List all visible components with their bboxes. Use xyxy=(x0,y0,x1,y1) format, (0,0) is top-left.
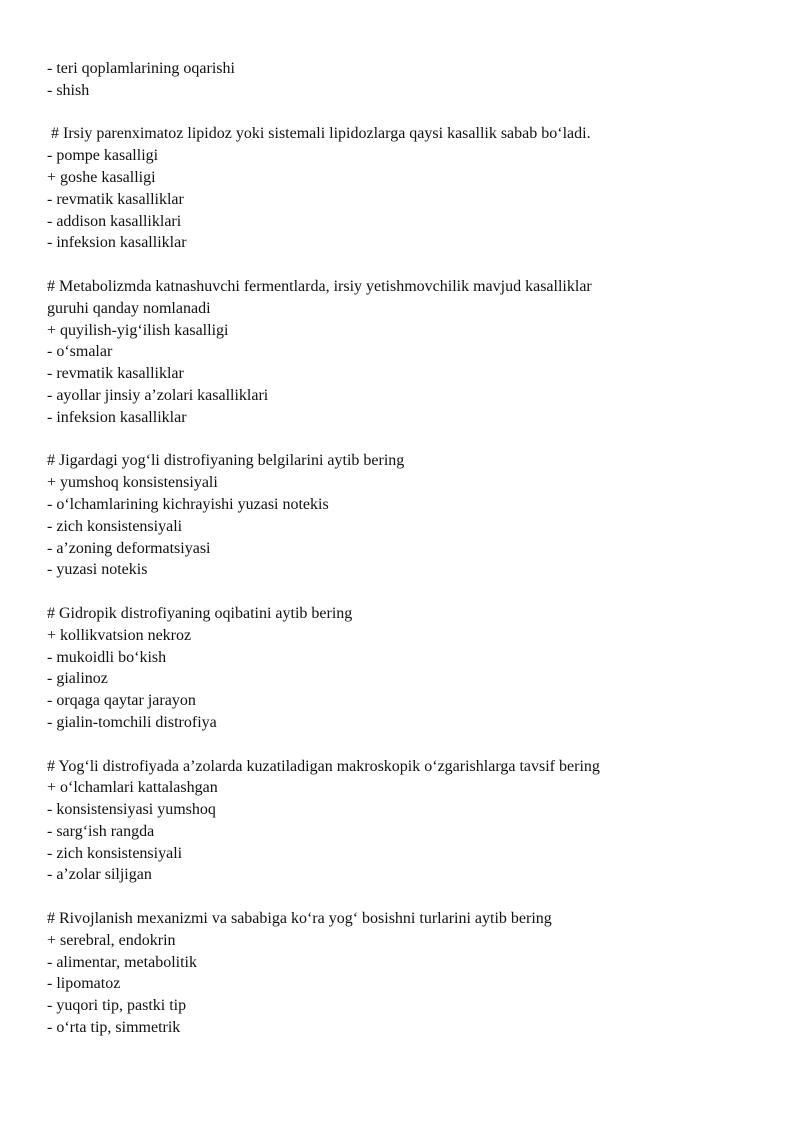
wrong-answer: - konsistensiyasi yumshoq xyxy=(47,801,216,819)
question-text: # Rivojlanish mexanizmi va sababiga ko‘ra yog‘ bosishni turlarini aytib bering xyxy=(47,910,552,928)
question-block xyxy=(47,603,747,734)
question-block xyxy=(47,276,747,429)
wrong-answer: - pompe kasalligi xyxy=(47,147,159,165)
wrong-answer: - mukoidli bo‘kish xyxy=(47,648,167,666)
wrong-answer: - gialinoz xyxy=(47,670,108,688)
question-block xyxy=(47,908,747,1039)
question-text: # Irsiy parenximatoz lipidoz yoki sistemali lipidozlarga qaysi kasallik sabab bo‘ladi. xyxy=(47,125,591,143)
question-text-continuation: guruhi qanday nomlanadi xyxy=(47,299,211,317)
wrong-answer: - ayollar jinsiy a’zolari kasalliklari xyxy=(47,386,269,404)
wrong-answer: - teri qoplamlarining oqarishi xyxy=(47,60,235,77)
wrong-answer: - a’zolar siljigan xyxy=(47,866,152,884)
correct-answer: + o‘lchamlari kattalashgan xyxy=(47,779,218,797)
answer-continuation-block xyxy=(47,58,747,102)
wrong-answer: - o‘lchamlarining kichrayishi yuzasi notekis xyxy=(47,495,329,513)
question-block xyxy=(47,123,747,254)
correct-answer: + goshe kasalligi xyxy=(47,168,156,186)
wrong-answer: - infeksion kasalliklar xyxy=(47,408,187,426)
wrong-answer: - infeksion kasalliklar xyxy=(47,234,187,252)
correct-answer: + serebral, endokrin xyxy=(47,931,176,949)
wrong-answer: - lipomatoz xyxy=(47,975,121,993)
wrong-answer: - orqaga qaytar jarayon xyxy=(47,692,196,710)
wrong-answer: - zich konsistensiyali xyxy=(47,517,183,535)
question-text: # Metabolizmda katnashuvchi fermentlarda, irsiy yetishmovchilik mavjud kasalliklar xyxy=(47,277,592,295)
wrong-answer: - revmatik kasalliklar xyxy=(47,190,184,208)
wrong-answer: - revmatik kasalliklar xyxy=(47,365,184,383)
document-page xyxy=(47,58,747,1039)
wrong-answer: - yuzasi notekis xyxy=(47,561,148,579)
question-text: # Jigardagi yog‘li distrofiyaning belgilarini aytib bering xyxy=(47,452,405,470)
question-block xyxy=(47,756,747,887)
wrong-answer: - o‘rta tip, simmetrik xyxy=(47,1019,181,1037)
wrong-answer: - o‘smalar xyxy=(47,343,113,361)
wrong-answer: - zich konsistensiyali xyxy=(47,844,183,862)
wrong-answer: - gialin-tomchili distrofiya xyxy=(47,713,217,731)
wrong-answer: - alimentar, metabolitik xyxy=(47,953,197,971)
correct-answer: + yumshoq konsistensiyali xyxy=(47,474,218,492)
question-block xyxy=(47,450,747,581)
correct-answer: + kollikvatsion nekroz xyxy=(47,626,192,644)
question-text: # Yog‘li distrofiyada a’zolarda kuzatiladigan makroskopik o‘zgarishlarga tavsif bering xyxy=(47,757,600,775)
correct-answer: + quyilish-yig‘ilish kasalligi xyxy=(47,321,229,339)
wrong-answer: - yuqori tip, pastki tip xyxy=(47,997,187,1015)
wrong-answer: - sarg‘ish rangda xyxy=(47,822,155,840)
wrong-answer: - shish xyxy=(47,81,90,99)
wrong-answer: - addison kasalliklari xyxy=(47,212,182,230)
wrong-answer: - a’zoning deformatsiyasi xyxy=(47,539,211,557)
question-text: # Gidropik distrofiyaning oqibatini aytib bering xyxy=(47,604,353,622)
